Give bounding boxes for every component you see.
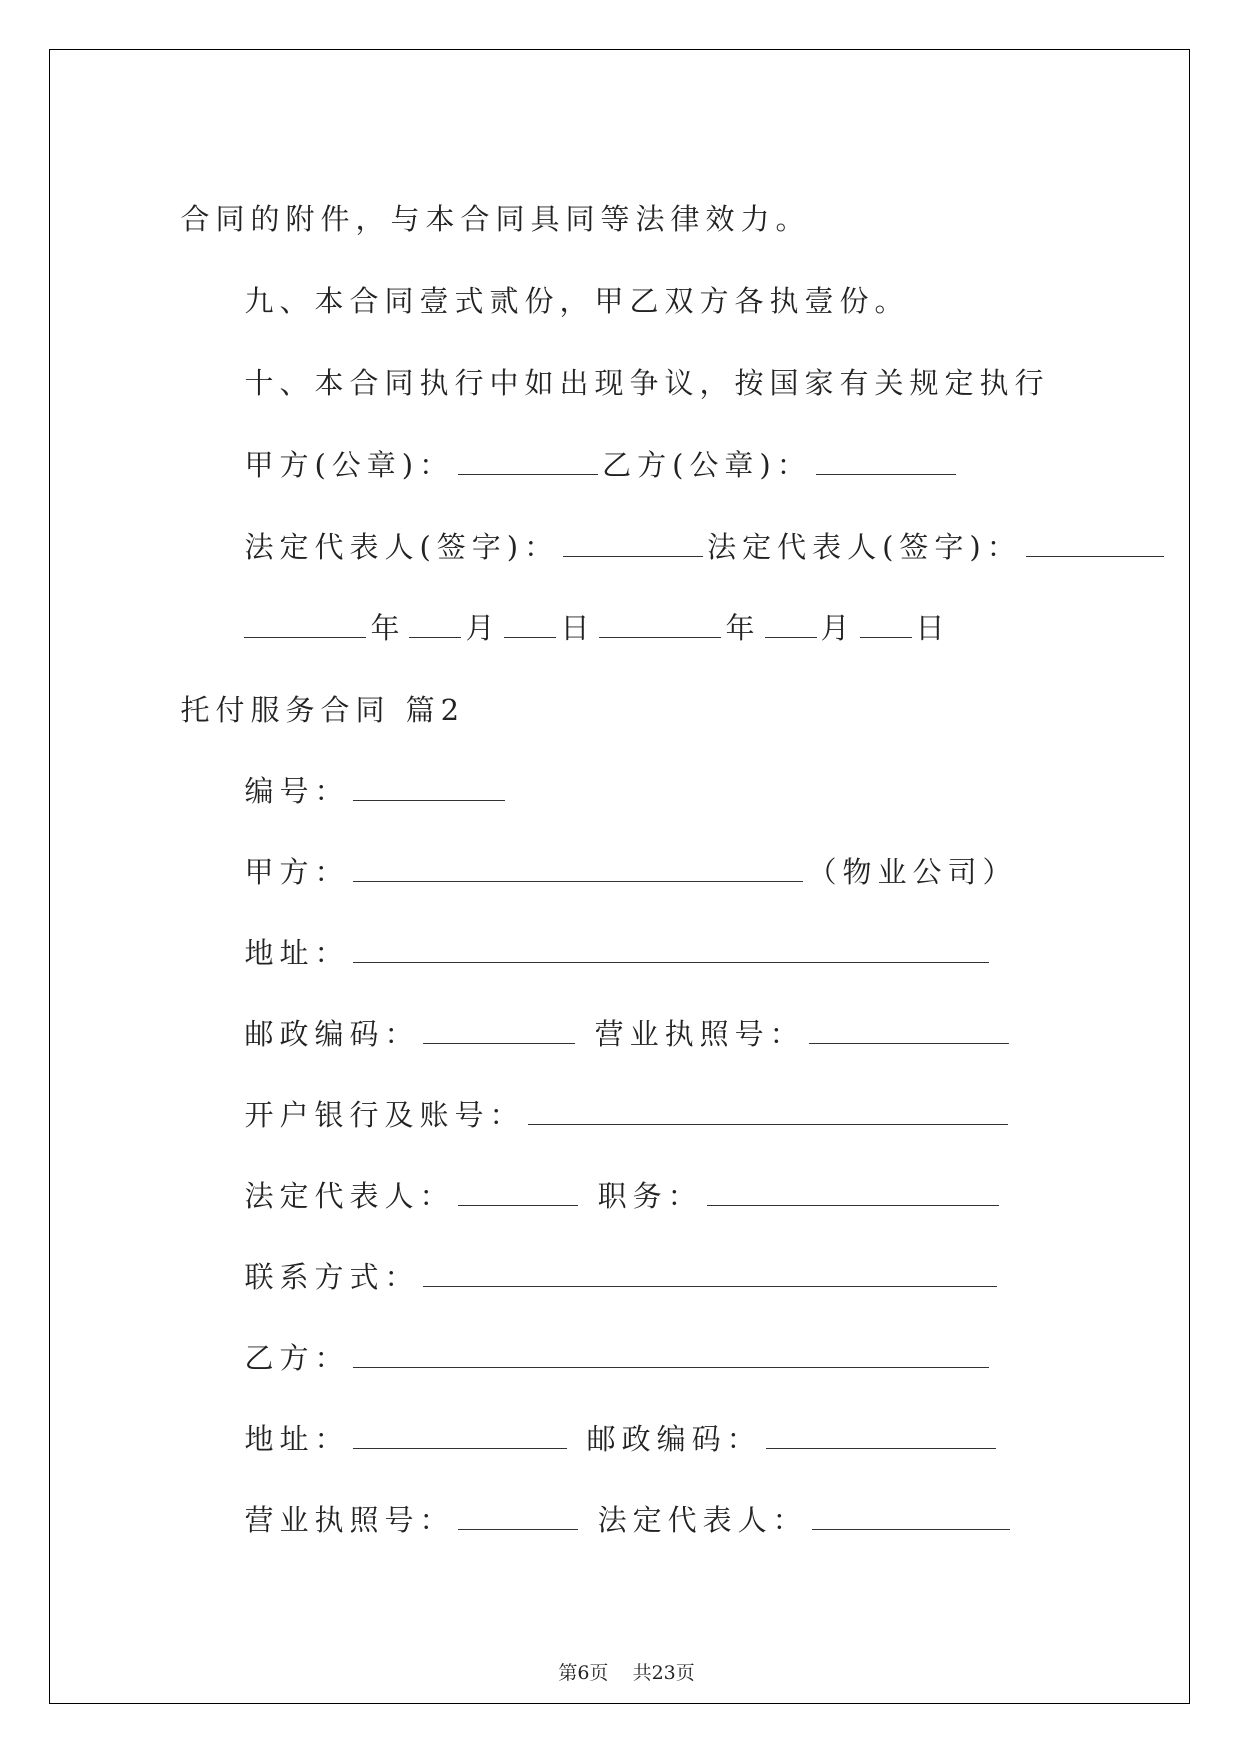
clause-nine xyxy=(214,258,909,316)
bank-account-label: 开户银行及账号： xyxy=(244,1098,525,1132)
party-b-seal-blank[interactable] xyxy=(816,452,956,475)
month-blank[interactable] xyxy=(765,615,817,638)
party-a-rep-blank[interactable] xyxy=(563,534,703,557)
number-blank[interactable] xyxy=(353,778,505,801)
section-heading xyxy=(150,667,465,725)
party-a-rep-label: 法定代表人(签字)： xyxy=(244,530,560,564)
postal-code-blank[interactable] xyxy=(423,1021,575,1044)
month-label: 月 xyxy=(465,611,501,645)
text: 九、本合同壹式贰份，甲乙双方各执壹份。 xyxy=(244,284,910,318)
seal-line xyxy=(214,422,960,480)
date-line xyxy=(210,585,951,643)
rep-position-line xyxy=(214,1153,1003,1211)
year-label: 年 xyxy=(370,611,406,645)
party-b-rep-blank[interactable] xyxy=(1026,534,1164,557)
address-label: 地址： xyxy=(244,1422,350,1456)
heading-text: 托付服务合同 篇2 xyxy=(180,693,466,727)
postal-code-blank[interactable] xyxy=(766,1426,996,1449)
position-blank[interactable] xyxy=(707,1183,999,1206)
text: 十、本合同执行中如出现争议，按国家有关规定执行 xyxy=(244,366,1050,400)
party-a-blank[interactable] xyxy=(353,859,803,882)
party-a-seal-label: 甲方(公章)： xyxy=(244,448,455,482)
position-label: 职务： xyxy=(597,1179,703,1213)
day-label: 日 xyxy=(915,611,951,645)
postal-code-label: 邮政编码： xyxy=(586,1422,762,1456)
property-company-note: （物业公司） xyxy=(807,855,1018,889)
address-line xyxy=(214,910,993,968)
address-label: 地址： xyxy=(244,936,350,970)
postal-license-line xyxy=(214,991,1013,1049)
party-b-label: 乙方： xyxy=(244,1341,350,1375)
clause-ten xyxy=(214,340,1049,398)
year-blank[interactable] xyxy=(244,615,366,638)
text: 合同的附件，与本合同具同等法律效力。 xyxy=(180,202,811,236)
year-blank[interactable] xyxy=(599,615,721,638)
number-line xyxy=(214,748,509,806)
party-a-line xyxy=(214,829,1017,887)
day-blank[interactable] xyxy=(860,615,912,638)
party-b-seal-label: 乙方(公章)： xyxy=(602,448,812,482)
month-label: 月 xyxy=(820,611,856,645)
business-license-blank[interactable] xyxy=(809,1021,1009,1044)
party-b-line xyxy=(214,1315,993,1373)
contact-label: 联系方式： xyxy=(244,1260,420,1294)
party-b-address-postal-line xyxy=(214,1396,1000,1454)
number-label: 编号： xyxy=(244,774,350,808)
business-license-label: 营业执照号： xyxy=(594,1017,805,1051)
legal-rep-blank[interactable] xyxy=(458,1183,578,1206)
day-label: 日 xyxy=(560,611,596,645)
signature-line xyxy=(214,504,1168,562)
party-b-rep-label: 法定代表人(签字)： xyxy=(707,530,1022,564)
party-a-label: 甲方： xyxy=(244,855,350,889)
bank-account-line xyxy=(214,1072,1012,1130)
day-blank[interactable] xyxy=(504,615,556,638)
address-blank[interactable] xyxy=(353,940,989,963)
contact-blank[interactable] xyxy=(423,1264,997,1287)
postal-code-label: 邮政编码： xyxy=(244,1017,420,1051)
address-blank[interactable] xyxy=(353,1426,567,1449)
month-blank[interactable] xyxy=(409,615,461,638)
business-license-label: 营业执照号： xyxy=(244,1503,455,1537)
business-license-blank[interactable] xyxy=(458,1507,578,1530)
party-b-blank[interactable] xyxy=(353,1345,989,1368)
page-total: 共23页 xyxy=(632,1662,695,1684)
legal-rep-blank[interactable] xyxy=(812,1507,1010,1530)
year-label: 年 xyxy=(725,611,761,645)
contact-line xyxy=(214,1234,1001,1292)
party-a-seal-blank[interactable] xyxy=(458,452,598,475)
contract-attachment-line xyxy=(150,176,810,234)
bank-account-blank[interactable] xyxy=(528,1102,1008,1125)
party-b-license-rep-line xyxy=(214,1477,1014,1535)
legal-rep-label: 法定代表人： xyxy=(244,1179,455,1213)
page-number: 第6页 xyxy=(558,1662,609,1684)
legal-rep-label: 法定代表人： xyxy=(597,1503,808,1537)
page-footer xyxy=(0,1636,1241,1685)
